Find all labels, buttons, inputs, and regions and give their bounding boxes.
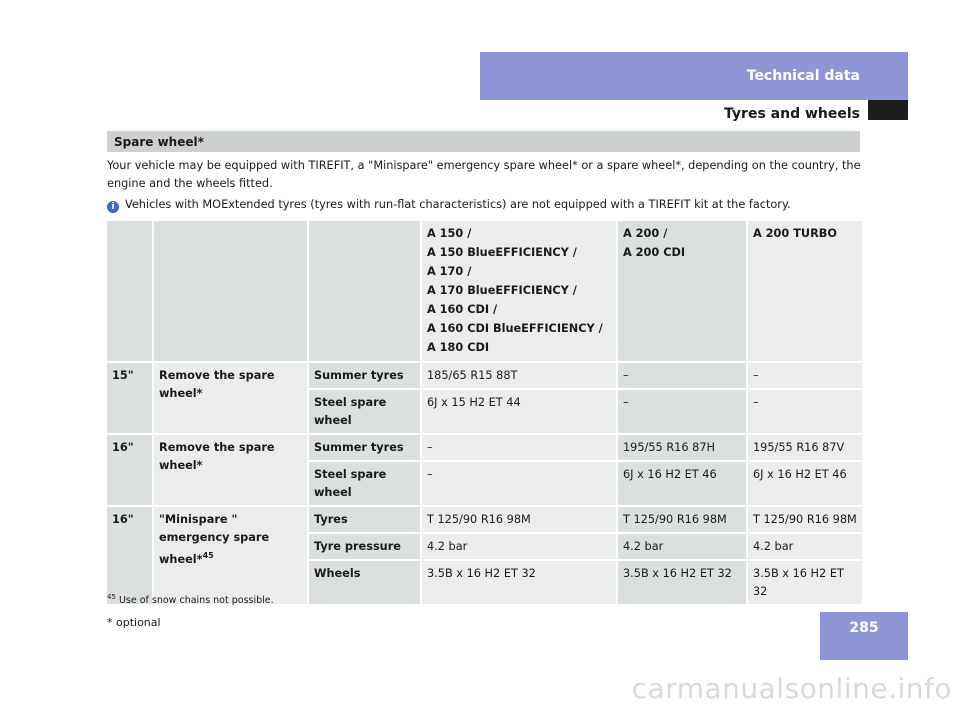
value-cell: – bbox=[422, 435, 616, 460]
optional-note: * optional bbox=[107, 616, 161, 629]
value-cell: 4.2 bar bbox=[748, 534, 862, 559]
column-header bbox=[422, 221, 616, 361]
value-cell: – bbox=[748, 390, 862, 433]
column-header-line: A 200 TURBO bbox=[753, 227, 837, 240]
intro-paragraph: Your vehicle may be equipped with TIREFIT, a "Minispare" emergency spare wheel* or a spare wheel*, depending on the country, the engine and the wheels fitted. bbox=[107, 159, 861, 190]
page-number: 285 bbox=[849, 620, 879, 636]
group-label: Remove the spare wheel* bbox=[159, 369, 275, 400]
table-row bbox=[107, 435, 862, 460]
parameter-cell: Tyre pressure bbox=[309, 534, 420, 559]
parameter-cell: Summer tyres bbox=[309, 435, 420, 460]
watermark-logo: carmanualsonline.info bbox=[631, 672, 952, 705]
parameter-cell: Steel spare wheel bbox=[309, 390, 420, 433]
value-cell: 6J x 16 H2 ET 46 bbox=[748, 462, 862, 505]
parameter-cell: Steel spare wheel bbox=[309, 462, 420, 505]
wheel-size-cell: 16" bbox=[107, 435, 152, 505]
column-header-line: A 150 / bbox=[427, 227, 472, 240]
header-empty-cell bbox=[107, 221, 152, 361]
value-cell: 4.2 bar bbox=[422, 534, 616, 559]
parameter-cell: Wheels bbox=[309, 561, 420, 604]
decorative-bar bbox=[868, 100, 908, 120]
column-header-line: A 200 / bbox=[623, 227, 668, 240]
parameter-cell: Tyres bbox=[309, 507, 420, 532]
footnote-number: 45 bbox=[107, 593, 116, 601]
header-empty-cell bbox=[309, 221, 420, 361]
column-header-line: A 160 CDI / bbox=[427, 303, 498, 316]
value-cell: 4.2 bar bbox=[618, 534, 746, 559]
footnote-text: Use of snow chains not possible. bbox=[118, 595, 274, 607]
group-label-cell bbox=[154, 435, 307, 505]
value-cell: 195/55 R16 87H bbox=[618, 435, 746, 460]
value-cell: 3.5B x 16 H2 ET 32 bbox=[422, 561, 616, 604]
section-tab bbox=[480, 52, 908, 100]
table-row bbox=[107, 507, 862, 532]
value-cell: 195/55 R16 87V bbox=[748, 435, 862, 460]
value-cell: T 125/90 R16 98M bbox=[422, 507, 616, 532]
column-header-line: A 150 BlueEFFICIENCY / bbox=[427, 246, 577, 259]
wheel-size-cell: 15" bbox=[107, 363, 152, 433]
parameter-cell: Summer tyres bbox=[309, 363, 420, 388]
value-cell: T 125/90 R16 98M bbox=[618, 507, 746, 532]
section-heading bbox=[107, 131, 860, 152]
value-cell: – bbox=[422, 462, 616, 505]
column-header-line: A 170 / bbox=[427, 265, 472, 278]
group-label: Remove the spare wheel* bbox=[159, 441, 275, 472]
info-note bbox=[107, 196, 867, 214]
value-cell: T 125/90 R16 98M bbox=[748, 507, 862, 532]
column-header bbox=[618, 221, 746, 361]
footnote bbox=[107, 593, 274, 606]
tab-title: Technical data bbox=[746, 68, 860, 84]
column-header-line: A 200 CDI bbox=[623, 246, 686, 259]
column-header-line: A 170 BlueEFFICIENCY / bbox=[427, 284, 577, 297]
value-cell: 3.5B x 16 H2 ET 32 bbox=[748, 561, 862, 604]
info-note-text: Vehicles with MOExtended tyres (tyres with run-flat characteristics) are not equipped with a TIREFIT kit at the factory. bbox=[125, 198, 791, 211]
value-cell: – bbox=[618, 390, 746, 433]
group-label-cell bbox=[154, 507, 307, 604]
value-cell: – bbox=[748, 363, 862, 388]
value-cell: 185/65 R15 88T bbox=[422, 363, 616, 388]
section-title: Spare wheel* bbox=[114, 134, 204, 149]
group-label: "Minispare " emergency spare wheel* bbox=[159, 513, 270, 566]
spare-wheel-table bbox=[105, 219, 864, 606]
column-header-line: A 160 CDI BlueEFFICIENCY / bbox=[427, 322, 603, 335]
group-label-cell bbox=[154, 363, 307, 433]
header-empty-cell bbox=[154, 221, 307, 361]
column-header-line: A 180 CDI bbox=[427, 341, 490, 354]
column-header bbox=[748, 221, 862, 361]
value-cell: 3.5B x 16 H2 ET 32 bbox=[618, 561, 746, 604]
footnote-ref: 45 bbox=[202, 551, 214, 560]
wheel-size-cell: 16" bbox=[107, 507, 152, 604]
value-cell: 6J x 16 H2 ET 46 bbox=[618, 462, 746, 505]
table-header-row bbox=[107, 221, 862, 361]
page-number-box bbox=[820, 612, 908, 660]
info-icon: i bbox=[107, 201, 119, 213]
value-cell: – bbox=[618, 363, 746, 388]
value-cell: 6J x 15 H2 ET 44 bbox=[422, 390, 616, 433]
table-row bbox=[107, 363, 862, 388]
page-subtitle: Tyres and wheels bbox=[724, 106, 860, 122]
